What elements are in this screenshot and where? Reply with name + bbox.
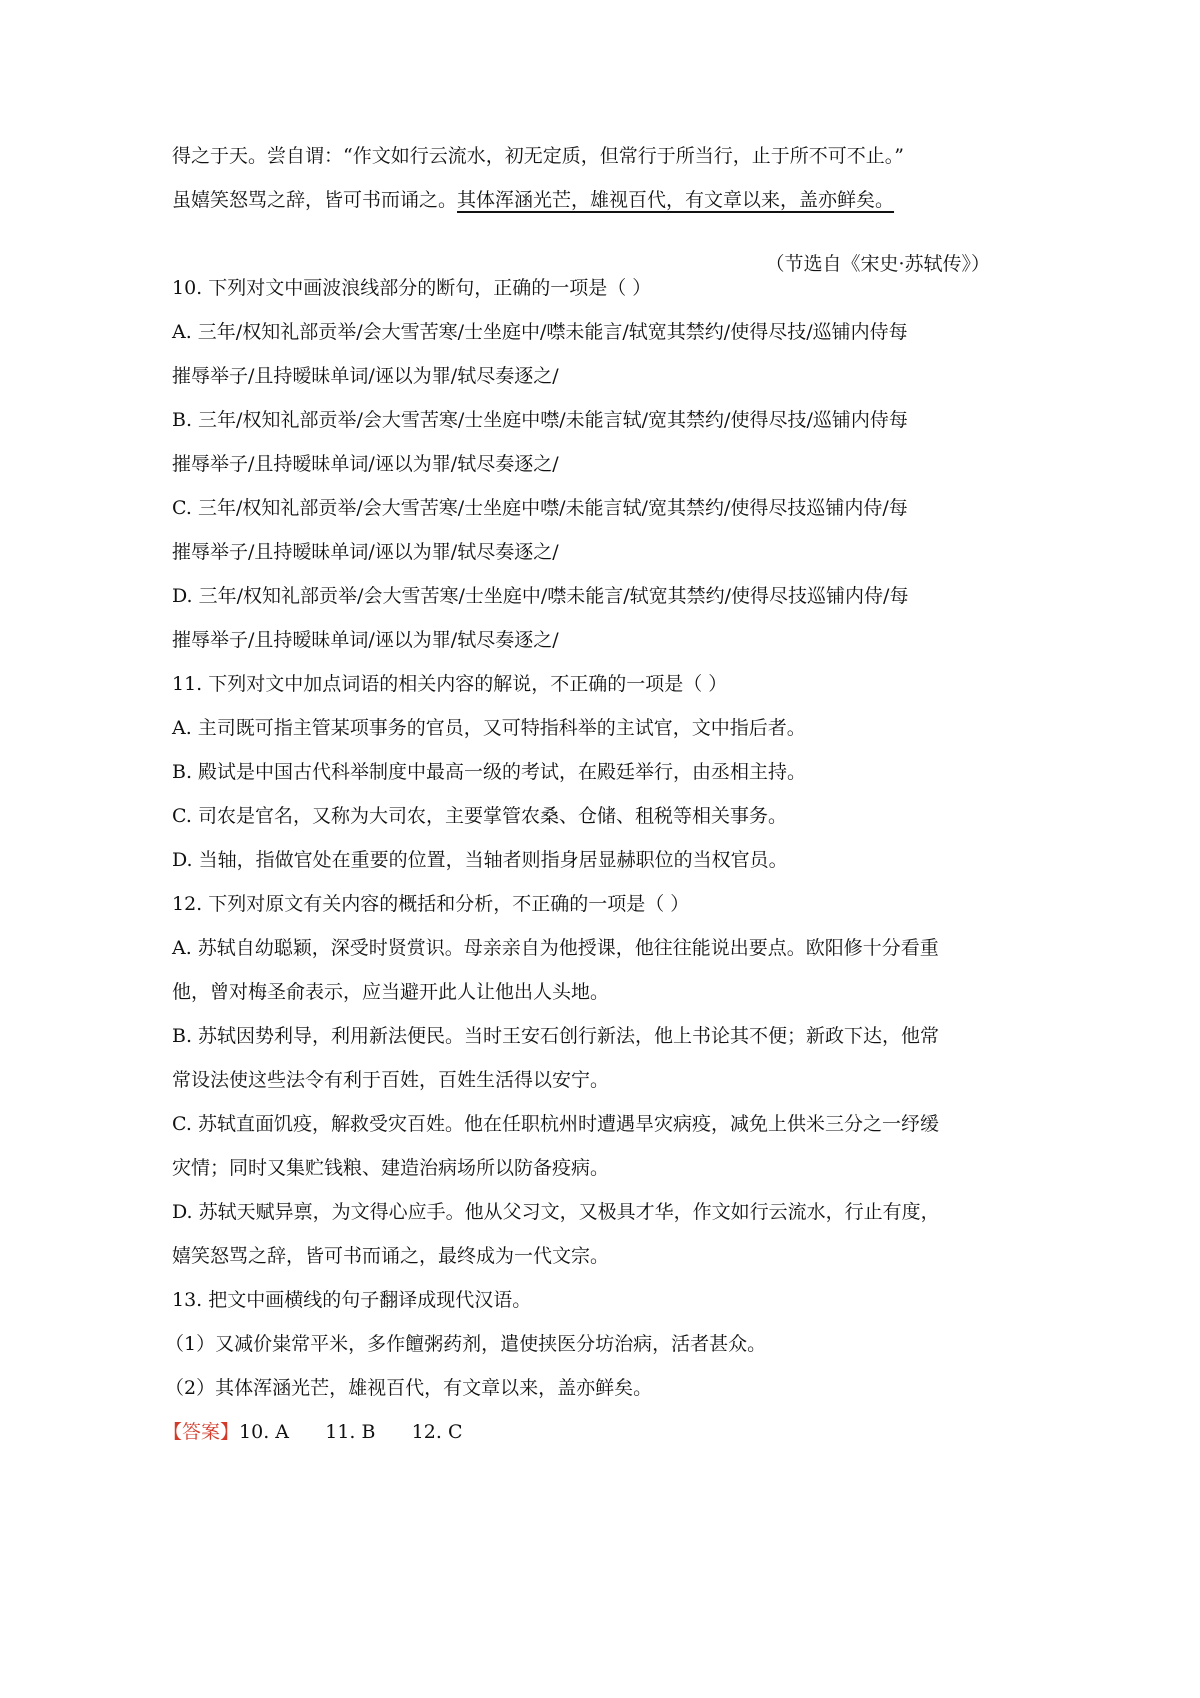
q12-option-c: C. 苏轼直面饥疫，解救受灾百姓。他在任职杭州时遭遇旱灾病疫，减免上供米三分之一纾缓 — [172, 1113, 939, 1135]
q12-option-b: B. 苏轼因势利导，利用新法便民。当时王安石创行新法，他上书论其不便；新政下达，他常 — [172, 1025, 940, 1047]
answer-text: 10. A 11. B 12. C — [239, 1421, 463, 1443]
underlined-sentence: 其体浑涵光芒，雄视百代，有文章以来，盖亦鲜矣。 — [457, 189, 895, 211]
passage-source: （节选自《宋史·苏轼传》） — [765, 253, 990, 275]
q12-option-a-cont: 他，曾对梅圣俞表示，应当避开此人让他出人头地。 — [172, 981, 610, 1003]
q12-option-a: A. 苏轼自幼聪颖，深受时贤赏识。母亲亲自为他授课，他往往能说出要点。欧阳修十分看重 — [172, 937, 939, 959]
q11-option-a: A. 主司既可指主管某项事务的官员，又可特指科举的主试官，文中指后者。 — [172, 717, 806, 739]
q10-option-d-cont: 摧辱举子/且持暧昧单词/诬以为罪/轼尽奏逐之/ — [172, 629, 559, 651]
q10-option-d: D. 三年/权知礼部贡举/会大雪苦寒/士坐庭中/噤未能言/轼宽其禁约/使得尽技巡铺内侍/每 — [172, 585, 909, 607]
passage-text: 虽嬉笑怒骂之辞，皆可书而诵之。 — [172, 189, 458, 211]
answer-tag: 【答案】 — [163, 1421, 240, 1443]
passage-line — [172, 186, 894, 214]
q10-option-a: A. 三年/权知礼部贡举/会大雪苦寒/士坐庭中/噤未能言/轼宽其禁约/使得尽技/巡铺内侍每 — [172, 321, 908, 343]
q10-option-b-cont: 摧辱举子/且持暧昧单词/诬以为罪/轼尽奏逐之/ — [172, 453, 559, 475]
q12-option-d-cont: 嬉笑怒骂之辞，皆可书而诵之，最终成为一代文宗。 — [172, 1245, 610, 1267]
q12-option-b-cont: 常设法使这些法令有利于百姓，百姓生活得以安宁。 — [172, 1069, 610, 1091]
q10-option-a-cont: 摧辱举子/且持暧昧单词/诬以为罪/轼尽奏逐之/ — [172, 365, 559, 387]
question-11-stem: 11. 下列对文中加点词语的相关内容的解说，不正确的一项是（ ） — [172, 673, 728, 695]
answer-line — [163, 1418, 462, 1446]
q10-option-c-cont: 摧辱举子/且持暧昧单词/诬以为罪/轼尽奏逐之/ — [172, 541, 559, 563]
q11-option-b: B. 殿试是中国古代科举制度中最高一级的考试，在殿廷举行，由丞相主持。 — [172, 761, 807, 783]
q12-option-c-cont: 灾情；同时又集贮钱粮、建造治病场所以防备疫病。 — [172, 1157, 610, 1179]
passage-line: 得之于天。尝自谓：“作文如行云流水，初无定质，但常行于所当行，止于所不可不止。” — [172, 145, 904, 167]
q12-option-d: D. 苏轼天赋异禀，为文得心应手。他从父习文，又极具才华，作文如行云流水，行止有度， — [172, 1201, 940, 1223]
question-10-stem: 10. 下列对文中画波浪线部分的断句，正确的一项是（ ） — [172, 277, 652, 299]
q11-option-d: D. 当轴，指做官处在重要的位置，当轴者则指身居显赫职位的当权官员。 — [172, 849, 788, 871]
q13-sentence-1: （1）又减价粜常平米，多作饘粥药剂，遣使挟医分坊治病，活者甚众。 — [165, 1333, 767, 1355]
q13-sentence-2: （2）其体浑涵光芒，雄视百代，有文章以来，盖亦鲜矣。 — [165, 1377, 653, 1399]
q10-option-b: B. 三年/权知礼部贡举/会大雪苦寒/士坐庭中噤/未能言轼/宽其禁约/使得尽技/巡铺内侍每 — [172, 409, 908, 431]
question-12-stem: 12. 下列对原文有关内容的概括和分析，不正确的一项是（ ） — [172, 893, 690, 915]
question-13-stem: 13. 把文中画横线的句子翻译成现代汉语。 — [172, 1289, 532, 1311]
q10-option-c: C. 三年/权知礼部贡举/会大雪苦寒/士坐庭中噤/未能言轼/宽其禁约/使得尽技巡铺内侍/每 — [172, 497, 908, 519]
q11-option-c: C. 司农是官名，又称为大司农，主要掌管农桑、仓储、租税等相关事务。 — [172, 805, 787, 827]
